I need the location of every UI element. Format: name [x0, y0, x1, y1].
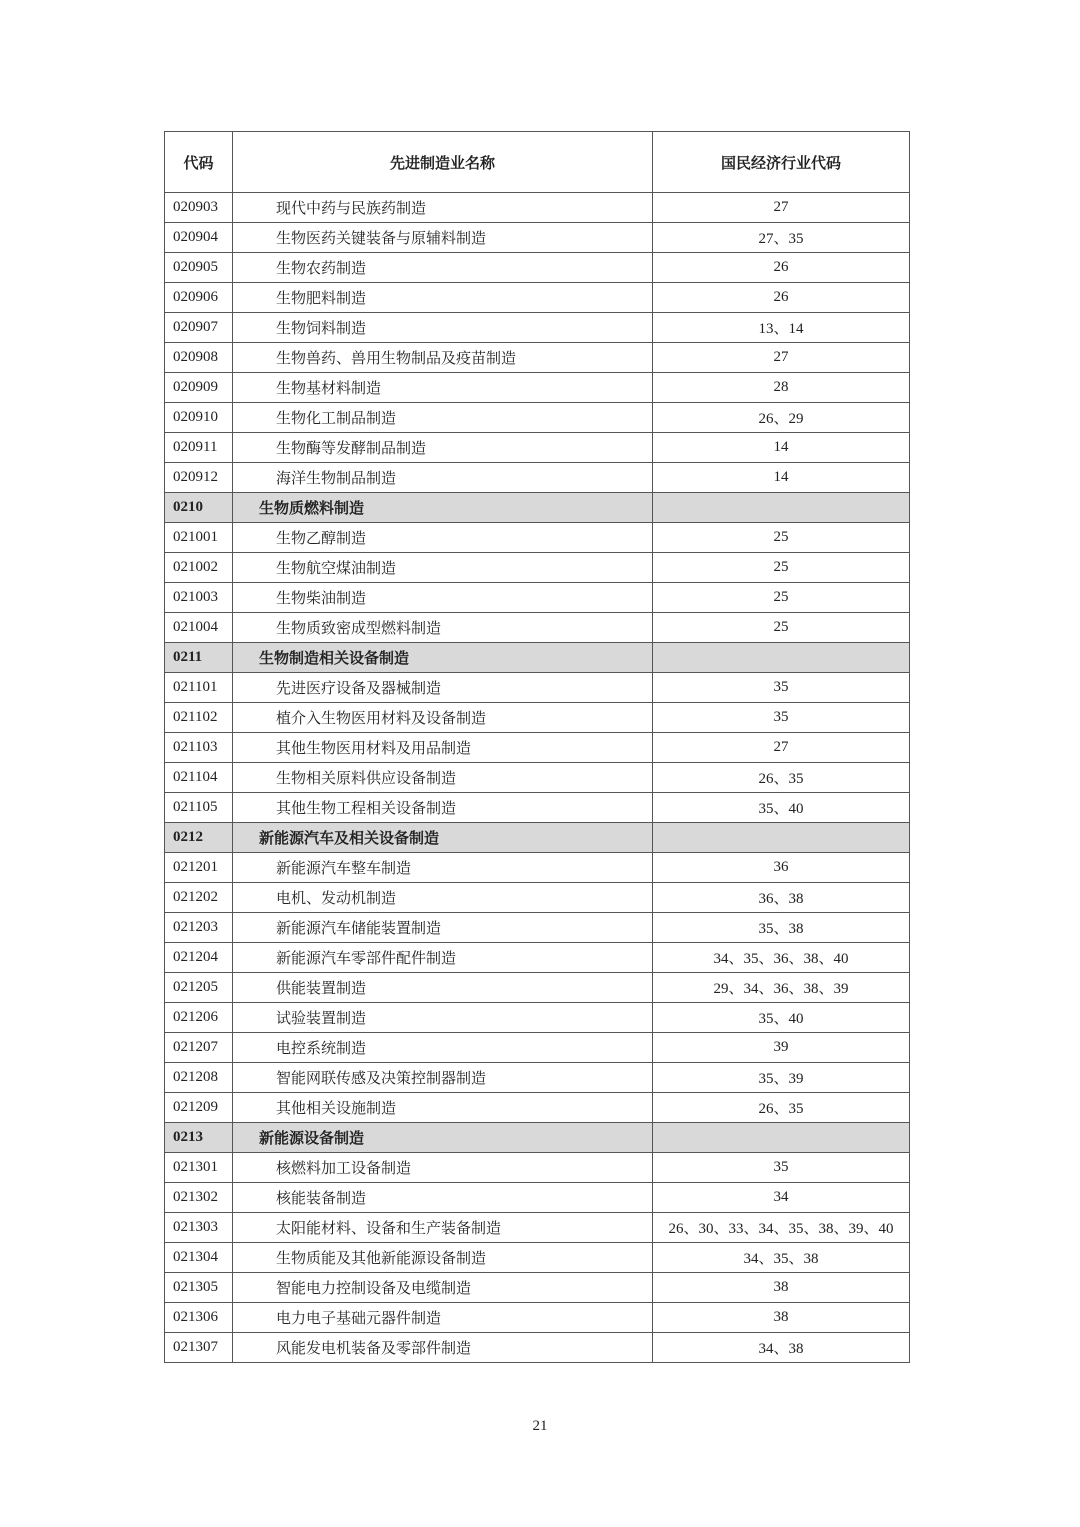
row-code: 020909 [165, 373, 233, 403]
row-code: 020910 [165, 403, 233, 433]
row-industry-codes [653, 493, 910, 523]
row-name: 新能源设备制造 [233, 1123, 653, 1153]
table-row [165, 943, 910, 973]
header-name: 先进制造业名称 [233, 132, 653, 193]
row-industry-codes: 27 [653, 733, 910, 763]
row-name: 其他相关设施制造 [233, 1093, 653, 1123]
row-code: 021003 [165, 583, 233, 613]
row-code: 020911 [165, 433, 233, 463]
row-industry-codes: 34、35、38 [653, 1243, 910, 1273]
row-industry-codes: 38 [653, 1303, 910, 1333]
row-code: 021102 [165, 703, 233, 733]
row-name: 太阳能材料、设备和生产装备制造 [233, 1213, 653, 1243]
row-name: 生物饲料制造 [233, 313, 653, 343]
table-row [165, 1153, 910, 1183]
row-industry-codes: 34、35、36、38、40 [653, 943, 910, 973]
table-row [165, 1303, 910, 1333]
row-industry-codes [653, 823, 910, 853]
row-industry-codes: 35、39 [653, 1063, 910, 1093]
row-industry-codes: 35 [653, 673, 910, 703]
row-industry-codes: 27 [653, 343, 910, 373]
row-code: 021205 [165, 973, 233, 1003]
industry-classification-table [164, 131, 910, 1363]
row-code: 020908 [165, 343, 233, 373]
row-name: 新能源汽车整车制造 [233, 853, 653, 883]
row-name: 电机、发动机制造 [233, 883, 653, 913]
row-code: 021209 [165, 1093, 233, 1123]
row-industry-codes: 14 [653, 463, 910, 493]
row-name: 风能发电机装备及零部件制造 [233, 1333, 653, 1363]
row-industry-codes: 34 [653, 1183, 910, 1213]
row-name: 现代中药与民族药制造 [233, 193, 653, 223]
row-code: 021104 [165, 763, 233, 793]
row-name: 生物乙醇制造 [233, 523, 653, 553]
row-industry-codes: 14 [653, 433, 910, 463]
row-name: 新能源汽车零部件配件制造 [233, 943, 653, 973]
row-name: 生物化工制品制造 [233, 403, 653, 433]
row-industry-codes: 28 [653, 373, 910, 403]
row-industry-codes: 36 [653, 853, 910, 883]
row-name: 生物农药制造 [233, 253, 653, 283]
table-row [165, 463, 910, 493]
row-industry-codes: 29、34、36、38、39 [653, 973, 910, 1003]
row-name: 生物酶等发酵制品制造 [233, 433, 653, 463]
row-industry-codes: 26 [653, 253, 910, 283]
row-name: 生物质致密成型燃料制造 [233, 613, 653, 643]
table-body [165, 193, 910, 1363]
table-row [165, 1063, 910, 1093]
row-code: 020904 [165, 223, 233, 253]
row-name: 供能装置制造 [233, 973, 653, 1003]
row-industry-codes: 26、29 [653, 403, 910, 433]
header-industry-codes: 国民经济行业代码 [653, 132, 910, 193]
table-row [165, 883, 910, 913]
table-row [165, 343, 910, 373]
row-code: 021204 [165, 943, 233, 973]
row-name: 生物兽药、兽用生物制品及疫苗制造 [233, 343, 653, 373]
row-industry-codes: 39 [653, 1033, 910, 1063]
row-industry-codes: 35、38 [653, 913, 910, 943]
row-code: 020912 [165, 463, 233, 493]
row-industry-codes: 35、40 [653, 793, 910, 823]
row-name: 智能电力控制设备及电缆制造 [233, 1273, 653, 1303]
row-industry-codes: 35、40 [653, 1003, 910, 1033]
row-name: 植介入生物医用材料及设备制造 [233, 703, 653, 733]
page-number: 21 [532, 1418, 548, 1434]
row-code: 0210 [165, 493, 233, 523]
section-row [165, 1123, 910, 1153]
table-row [165, 973, 910, 1003]
row-code: 021202 [165, 883, 233, 913]
table-row [165, 313, 910, 343]
row-code: 0213 [165, 1123, 233, 1153]
row-name: 新能源汽车储能装置制造 [233, 913, 653, 943]
table-row [165, 253, 910, 283]
row-code: 021203 [165, 913, 233, 943]
table-row [165, 793, 910, 823]
row-name: 生物质能及其他新能源设备制造 [233, 1243, 653, 1273]
table-row [165, 913, 910, 943]
row-code: 021207 [165, 1033, 233, 1063]
row-code: 020906 [165, 283, 233, 313]
row-name: 生物柴油制造 [233, 583, 653, 613]
row-code: 021304 [165, 1243, 233, 1273]
row-name: 智能网联传感及决策控制器制造 [233, 1063, 653, 1093]
row-code: 021101 [165, 673, 233, 703]
row-name: 生物肥料制造 [233, 283, 653, 313]
row-industry-codes: 26、35 [653, 1093, 910, 1123]
table-row [165, 223, 910, 253]
table-row [165, 1093, 910, 1123]
table-row [165, 1333, 910, 1363]
row-industry-codes: 26 [653, 283, 910, 313]
table-row [165, 403, 910, 433]
row-name: 其他生物工程相关设备制造 [233, 793, 653, 823]
table-row [165, 523, 910, 553]
row-code: 020907 [165, 313, 233, 343]
row-code: 021004 [165, 613, 233, 643]
row-name: 其他生物医用材料及用品制造 [233, 733, 653, 763]
section-row [165, 823, 910, 853]
row-code: 021201 [165, 853, 233, 883]
table-row [165, 1003, 910, 1033]
row-code: 0212 [165, 823, 233, 853]
row-code: 020903 [165, 193, 233, 223]
table-row [165, 193, 910, 223]
row-code: 021301 [165, 1153, 233, 1183]
row-industry-codes: 25 [653, 553, 910, 583]
row-industry-codes: 27 [653, 193, 910, 223]
row-industry-codes: 13、14 [653, 313, 910, 343]
table-row [165, 853, 910, 883]
row-code: 021103 [165, 733, 233, 763]
table-row [165, 703, 910, 733]
row-name: 生物制造相关设备制造 [233, 643, 653, 673]
row-industry-codes [653, 1123, 910, 1153]
header-code: 代码 [165, 132, 233, 193]
table-row [165, 1183, 910, 1213]
row-name: 电控系统制造 [233, 1033, 653, 1063]
table-row [165, 673, 910, 703]
table-row [165, 553, 910, 583]
row-name: 海洋生物制品制造 [233, 463, 653, 493]
row-name: 电力电子基础元器件制造 [233, 1303, 653, 1333]
row-code: 021001 [165, 523, 233, 553]
table-row [165, 433, 910, 463]
row-code: 021002 [165, 553, 233, 583]
section-row [165, 643, 910, 673]
row-name: 核能装备制造 [233, 1183, 653, 1213]
row-code: 021302 [165, 1183, 233, 1213]
table-row [165, 1243, 910, 1273]
row-industry-codes: 25 [653, 613, 910, 643]
row-name: 生物基材料制造 [233, 373, 653, 403]
row-code: 021105 [165, 793, 233, 823]
table-row [165, 583, 910, 613]
row-industry-codes: 38 [653, 1273, 910, 1303]
table-row [165, 1033, 910, 1063]
table-row [165, 763, 910, 793]
row-name: 新能源汽车及相关设备制造 [233, 823, 653, 853]
row-industry-codes: 34、38 [653, 1333, 910, 1363]
row-industry-codes: 27、35 [653, 223, 910, 253]
row-code: 021303 [165, 1213, 233, 1243]
row-industry-codes: 26、30、33、34、35、38、39、40 [653, 1213, 910, 1243]
table-header-row [165, 132, 910, 193]
table-row [165, 283, 910, 313]
row-industry-codes: 36、38 [653, 883, 910, 913]
row-name: 生物航空煤油制造 [233, 553, 653, 583]
row-code: 0211 [165, 643, 233, 673]
row-code: 021208 [165, 1063, 233, 1093]
table-row [165, 613, 910, 643]
table-row [165, 1273, 910, 1303]
row-code: 021307 [165, 1333, 233, 1363]
row-industry-codes: 35 [653, 703, 910, 733]
row-name: 先进医疗设备及器械制造 [233, 673, 653, 703]
row-name: 试验装置制造 [233, 1003, 653, 1033]
row-industry-codes: 25 [653, 523, 910, 553]
row-name: 生物质燃料制造 [233, 493, 653, 523]
row-code: 021306 [165, 1303, 233, 1333]
table-row [165, 373, 910, 403]
row-code: 021305 [165, 1273, 233, 1303]
row-industry-codes: 26、35 [653, 763, 910, 793]
section-row [165, 493, 910, 523]
table-row [165, 1213, 910, 1243]
row-name: 核燃料加工设备制造 [233, 1153, 653, 1183]
row-industry-codes [653, 643, 910, 673]
table-row [165, 733, 910, 763]
row-industry-codes: 35 [653, 1153, 910, 1183]
row-code: 020905 [165, 253, 233, 283]
row-name: 生物相关原料供应设备制造 [233, 763, 653, 793]
row-name: 生物医药关键装备与原辅料制造 [233, 223, 653, 253]
row-industry-codes: 25 [653, 583, 910, 613]
row-code: 021206 [165, 1003, 233, 1033]
